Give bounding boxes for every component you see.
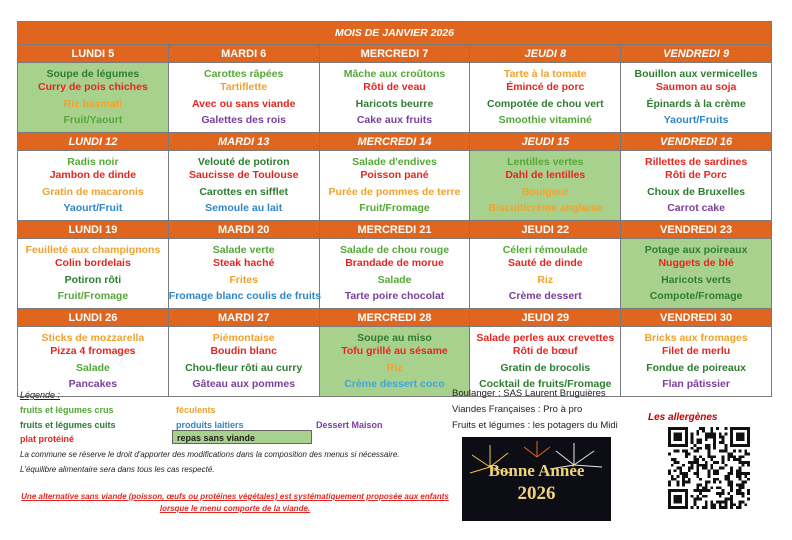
menu-item: Rillettes de sardines [645, 155, 748, 168]
menu-item: Rôti de veau [363, 81, 426, 93]
menu-item: Avec ou sans viande [191, 97, 296, 110]
menu-item: Brandade de morue [345, 257, 444, 269]
day-menu-cell [168, 151, 319, 221]
page-title: MOIS DE JANVIER 2026 [18, 22, 772, 45]
menu-item: Velouté de potiron [197, 155, 290, 168]
menu-item: Salade verte [212, 243, 275, 256]
menu-item: Steak haché [213, 257, 275, 269]
menu-item: Crème dessert [508, 290, 582, 302]
day-menu-cell [621, 151, 772, 221]
menu-item: Riz [537, 273, 554, 286]
menu-item: Fruit/Fromage [359, 202, 430, 214]
menu-item: Bricks aux fromages [644, 331, 748, 344]
menu-item: Cake aux fruits [356, 114, 433, 126]
menu-item: Salade de chou rouge [339, 243, 450, 256]
supplier-produce: Fruits et légumes : les potagers du Midi [452, 420, 618, 431]
menu-item: Feuilleté aux champignons [25, 243, 161, 256]
menu-body [18, 45, 772, 397]
menu-item: Filet de merlu [661, 345, 731, 357]
menu-item: Céleri rémoulade [502, 243, 588, 256]
menu-item: Tartiflette [220, 81, 268, 93]
menu-item: Piémontaise [212, 331, 275, 344]
day-header-row [18, 45, 772, 63]
menu-item: Fromage blanc coulis de fruits [168, 290, 322, 302]
menu-item: Riz [386, 361, 403, 374]
day-menu-cell [168, 63, 319, 133]
day-header: JEUDI 22 [470, 221, 621, 239]
day-header-row [18, 221, 772, 239]
legend-title: Légende : [20, 390, 61, 400]
day-header: JEUDI 29 [470, 309, 621, 327]
menu-item: Fondue de poireaux [646, 361, 746, 374]
meal-row [18, 151, 772, 221]
day-header: MERCREDI 21 [319, 221, 470, 239]
menu-item: Carottes râpées [204, 67, 284, 80]
day-menu-cell [470, 327, 621, 397]
menu-item: Boulgour [521, 185, 569, 198]
menu-item: Potiron rôti [64, 273, 122, 286]
new-year-banner [462, 437, 611, 521]
menu-item: Jambon de dinde [49, 169, 137, 181]
menu-item: Potage aux poireaux [644, 243, 748, 256]
day-header: MARDI 13 [168, 133, 319, 151]
menu-item: Galettes des rois [201, 114, 286, 126]
menu-item: Salade d'endives [352, 155, 437, 168]
banner-greeting: Bonne Année [488, 461, 585, 480]
meal-row [18, 327, 772, 397]
menu-table [17, 21, 772, 397]
day-menu-cell [470, 239, 621, 309]
menu-item: Sticks de mozzarella [41, 331, 145, 344]
day-menu-cell [18, 151, 169, 221]
day-header: LUNDI 5 [18, 45, 169, 63]
menu-item: Chou-fleur rôti au curry [185, 361, 303, 374]
menu-item: Flan pâtissier [662, 378, 730, 390]
banner-year: 2026 [517, 483, 556, 504]
day-menu-cell [621, 239, 772, 309]
day-header: VENDREDI 30 [621, 309, 772, 327]
legend-protein: plat protéiné [20, 434, 75, 444]
menu-item: Compotée de chou vert [486, 97, 604, 110]
day-header: JEUDI 8 [470, 45, 621, 63]
menu-item: Carottes en sifflet [199, 185, 289, 198]
menu-item: Rôti de bœuf [512, 345, 578, 357]
menu-item: Poisson pané [360, 169, 429, 181]
legend-dairy: produits laitiers [176, 420, 244, 430]
day-header: MERCREDI 14 [319, 133, 470, 151]
menu-item: Boudin blanc [210, 345, 277, 357]
qr-code-icon[interactable] [664, 427, 754, 509]
legend-cooked: fruits et légumes cuits [20, 420, 116, 430]
menu-item: Semoule au lait [205, 202, 283, 214]
menu-item: Gâteau aux pommes [192, 378, 296, 390]
menu-item: Compote/Fromage [649, 290, 743, 302]
menu-item: Riz basmati [63, 97, 123, 110]
note-balance: L'équilibre alimentaire sera dans tous les cas respecté. [20, 465, 215, 474]
day-menu-cell [621, 63, 772, 133]
day-header: VENDREDI 9 [621, 45, 772, 63]
menu-item: Smoothie vitaminé [498, 114, 592, 126]
menu-item: Soupe de légumes [46, 67, 140, 80]
menu-item: Épinards à la crème [646, 97, 746, 110]
menu-item: Gratin de brocolis [500, 361, 591, 374]
menu-item: Fruit/Yaourt [63, 114, 123, 126]
menu-item: Haricots verts [661, 273, 732, 286]
menu-item: Gratin de macaronis [42, 185, 144, 198]
day-menu-cell [621, 327, 772, 397]
menu-item: Tofu grillé au sésame [341, 345, 448, 357]
legend-veggie: repas sans viande [172, 430, 312, 444]
menu-item: Sauté de dinde [507, 257, 583, 269]
menu-item: Lentilles vertes [507, 155, 584, 168]
note-alternative: Une alternative sans viande (poisson, œufs ou protéines végétales) est systématiquement proposée aux enfants lorsque le menu comporte de la viande. [21, 492, 449, 513]
day-header: MERCREDI 7 [319, 45, 470, 63]
menu-item: Bouillon aux vermicelles [634, 67, 758, 80]
menu-item: Rôti de Porc [665, 169, 728, 181]
menu-item: Biscuit/crème anglaise [488, 202, 603, 214]
day-header: LUNDI 12 [18, 133, 169, 151]
menu-item: Frites [229, 273, 258, 286]
menu-item: Émincé de porc [506, 81, 585, 93]
day-menu-cell [319, 327, 470, 397]
menu-item: Pizza 4 fromages [50, 345, 136, 357]
day-menu-cell [470, 151, 621, 221]
day-menu-cell [319, 151, 470, 221]
menu-item: Salade perles aux crevettes [476, 331, 615, 344]
legend-dessert: Dessert Maison [316, 420, 383, 430]
day-menu-cell [319, 63, 470, 133]
menu-item: Nuggets de blé [658, 257, 734, 269]
menu-item: Purée de pommes de terre [328, 185, 461, 198]
day-menu-cell [18, 63, 169, 133]
day-header: VENDREDI 23 [621, 221, 772, 239]
menu-item: Dahl de lentilles [505, 169, 586, 181]
day-menu-cell [168, 239, 322, 309]
menu-item: Haricots beurre [355, 97, 434, 110]
menu-item: Tarte poire chocolat [344, 290, 445, 302]
menu-item: Pancakes [68, 378, 118, 390]
day-menu-cell [168, 327, 319, 397]
menu-item: Choux de Bruxelles [647, 185, 746, 198]
menu-item: Yaourt/Fruit [63, 202, 123, 214]
menu-item: Curry de pois chiches [38, 81, 148, 93]
note-modifications: La commune se réserve le droit d'apporter des modifications dans la composition des menus si nécessaire. [20, 450, 400, 459]
allergens-title: Les allergènes [648, 412, 718, 423]
day-header: MARDI 6 [168, 45, 319, 63]
meal-row [18, 239, 772, 309]
supplier-bakery: Boulanger : SAS Laurent Bruguières [452, 388, 606, 399]
meal-row [18, 63, 772, 133]
day-menu-cell [18, 327, 169, 397]
menu-item: Saucisse de Toulouse [188, 169, 299, 181]
day-header: VENDREDI 16 [621, 133, 772, 151]
day-header: JEUDI 15 [470, 133, 621, 151]
supplier-meat: Viandes Françaises : Pro à pro [452, 404, 583, 415]
menu-item: Saumon au soja [655, 81, 737, 93]
menu-item: Mâche aux croûtons [343, 67, 446, 80]
legend-raw: fruits et légumes crus [20, 405, 114, 415]
legend-starch: féculents [176, 405, 216, 415]
day-menu-cell [319, 239, 470, 309]
menu-item: Radis noir [67, 155, 119, 168]
day-header-row [18, 309, 772, 327]
menu-item: Yaourt/Fruits [663, 114, 729, 126]
menu-item: Soupe au miso [357, 331, 432, 344]
day-menu-cell [470, 63, 621, 133]
menu-item: Colin bordelais [54, 257, 131, 269]
menu-item: Fruit/Fromage [57, 290, 129, 302]
day-header-row [18, 133, 772, 151]
day-header: MARDI 27 [168, 309, 319, 327]
menu-item: Salade [377, 273, 412, 286]
menu-item: Salade [75, 361, 110, 374]
menu-item: Tarte à la tomate [503, 67, 587, 80]
day-header: LUNDI 26 [18, 309, 169, 327]
day-menu-cell [18, 239, 169, 309]
menu-item: Cocktail de fruits/Fromage [479, 378, 612, 390]
menu-item: Crème dessert coco [344, 378, 445, 390]
day-header: MERCREDI 28 [319, 309, 470, 327]
day-header: LUNDI 19 [18, 221, 169, 239]
menu-item: Carrot cake [667, 202, 725, 214]
day-header: MARDI 20 [168, 221, 319, 239]
